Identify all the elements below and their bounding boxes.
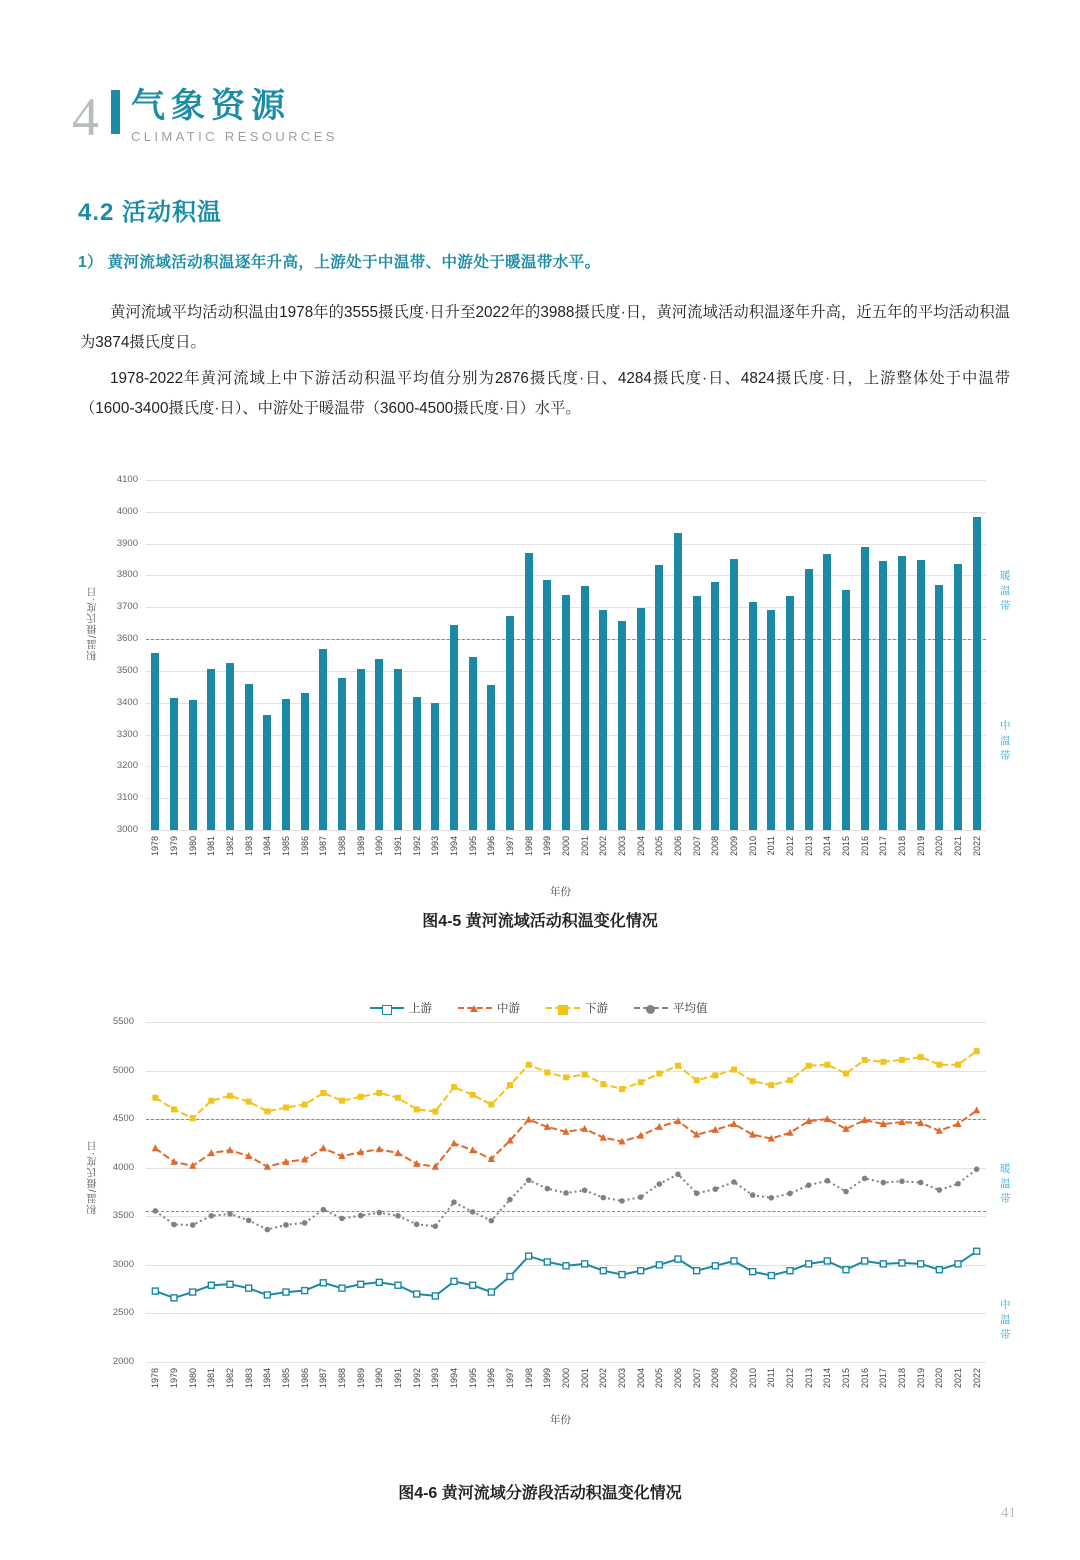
figure-line-chart [80,1000,1011,1430]
line-chart-xtick: 1983 [243,1368,254,1389]
legend-marker [382,1005,392,1015]
chapter-title-en: CLIMATIC RESOURCES [131,129,338,144]
bar-chart-bar [973,517,981,830]
bar-chart-xtick: 2015 [841,836,851,857]
legend-marker [470,1005,478,1012]
line-chart-xtick: 2022 [971,1368,982,1389]
bar-chart-xtick: 1992 [411,836,422,857]
bar-chart-ytick: 3300 [116,728,138,740]
bar-chart-zone-label-mid: 中温带 [1000,720,1011,762]
line-chart-xtick: 2001 [579,1368,590,1389]
bar-chart-xtick: 2019 [915,836,926,857]
legend-label: 中游 [497,1003,520,1015]
bar-chart-ytick: 3200 [116,760,138,772]
bar-chart-bar [394,669,402,830]
line-chart-xtick: 2017 [878,1368,889,1389]
legend-line [546,1007,580,1009]
legend-marker [646,1005,655,1014]
legend-item-上游 [370,1000,432,1016]
bar-chart-bar [637,608,645,830]
bar-chart-xtick: 2000 [561,836,571,857]
bar-chart-xtick: 1979 [169,836,179,857]
bar-chart-xtick: 1985 [281,836,291,857]
bar-chart-bar [170,698,178,830]
bar-chart-ytick: 3800 [116,569,138,581]
bar-chart-xtick: 1990 [374,836,385,857]
line-chart-xtick: 1982 [225,1368,235,1389]
bar-chart-xtick: 1998 [523,836,534,857]
line-chart-xtick: 1992 [411,1368,422,1389]
bar-chart-bar [786,596,794,830]
paragraph-2-text: 1978-2022年黄河流域上中下游活动积温平均值分别为2876摄氏度·日、4284摄氏度·日、4824摄氏度·日，上游整体处于中温带（1600-3400摄氏度·日）、中游处于暖温带（3600-4500摄氏度·日）水平。 [80,370,1010,417]
bar-chart-xtick: 1987 [318,836,329,857]
bar-chart-bar [301,693,309,830]
line-chart-xtick: 2006 [673,1368,683,1389]
line-chart-xtick: 1998 [523,1368,534,1389]
chapter-number: 4 [72,87,99,147]
bar-chart-xtick: 1997 [505,836,515,857]
line-chart-xtick: 1999 [542,1368,553,1389]
bar-chart-xtick: 2012 [785,836,795,857]
line-chart-ylabel: 积温/摄氏度·日 [88,1140,99,1215]
legend-item-中游 [458,1000,520,1016]
bar-chart-bar [655,565,663,830]
line-chart-xtick: 2012 [785,1368,795,1389]
figure2-caption: 图4-6 黄河流域分游段活动积温变化情况 [398,1485,682,1502]
bar-chart-bar [935,585,943,830]
bar-chart-xtick: 1994 [449,836,459,857]
line-chart-xtick: 1996 [486,1368,497,1389]
bar-chart-xlabel: 年份 [550,886,571,898]
line-chart-ytick: 2500 [112,1307,134,1319]
bar-chart-bar [823,554,831,830]
line-chart-xtick: 2011 [766,1368,777,1388]
bar-chart-ytick: 4100 [116,474,138,485]
bar-chart-xtick: 1988 [337,836,347,857]
line-chart-xlabel: 年份 [550,1414,571,1426]
chapter-accent-bar [111,90,120,134]
section-subtitle: 1） 黄河流域活动积温逐年升高，上游处于中温带、中游处于暖温带水平。 [78,254,601,271]
line-chart-zone-label-mid: 中温带 [1000,1298,1011,1341]
paragraph-1 [80,298,1010,358]
bar-chart-zone-label-warm: 暖温带 [1000,570,1011,613]
line-chart-xtick: 2007 [691,1368,702,1389]
line-chart-xtick: 2002 [598,1368,609,1389]
bar-chart-xtick: 2009 [729,836,739,857]
line-chart-xtick: 1984 [262,1368,273,1389]
bar-chart-bar [450,625,458,830]
bar-chart-xtick: 1995 [467,836,478,857]
line-chart-xtick: 2015 [841,1368,851,1389]
line-chart-xtick: 1995 [467,1368,478,1389]
legend-item-平均值 [634,1000,708,1016]
bar-chart-bar [506,616,514,830]
bar-chart-xtick: 1984 [262,836,273,857]
legend-line [458,1007,492,1009]
chapter-header [72,72,338,147]
bar-chart-bar [749,602,757,830]
bar-chart-xtick: 2006 [673,836,683,857]
bar-chart-bar [954,564,962,830]
bar-chart-bar [207,669,215,830]
line-chart-xtick: 1987 [318,1368,329,1389]
legend-line [634,1007,668,1009]
line-chart-xtick: 1997 [505,1368,515,1389]
line-chart-xtick: 1994 [449,1368,459,1389]
bar-chart-xtick: 2003 [617,836,627,857]
line-chart-xtick: 1991 [393,1368,403,1389]
bar-chart-xtick: 2007 [691,836,702,857]
line-chart-xtick: 2020 [934,1368,945,1389]
line-chart-xtick: 2008 [710,1368,721,1389]
bar-chart-bar [674,533,682,830]
line-chart-xtick: 2005 [654,1368,665,1389]
line-chart-ytick: 4000 [112,1161,134,1173]
line-chart-xtick: 1989 [355,1368,366,1389]
bar-chart-xtick: 1993 [430,836,441,857]
figure-bar-chart [80,466,1011,898]
bar-chart-bar [581,586,589,830]
bar-chart-xtick: 2001 [579,836,590,857]
bar-chart-xtick: 1986 [299,836,310,857]
page-number: 41 [1001,1505,1016,1521]
bar-chart-xtick: 2014 [822,836,833,857]
legend-marker [558,1005,568,1015]
line-chart-ytick: 3500 [112,1210,134,1222]
bar-chart-xtick: 2011 [766,836,777,856]
line-chart-xtick: 1978 [150,1368,161,1389]
legend-item-下游 [546,1000,608,1016]
line-chart-xtick: 2016 [859,1368,870,1389]
legend-label: 平均值 [673,1003,708,1015]
bar-chart-bar [543,580,551,830]
bar-chart-bar [151,653,159,830]
line-chart-xtick: 2014 [822,1368,833,1389]
line-chart-legend [370,1000,708,1016]
paragraph-1-text: 黄河流域平均活动积温由1978年的3555摄氏度·日升至2022年的3988摄氏度·日，黄河流域活动积温逐年升高，近五年的平均活动积温为3874摄氏度日。 [80,304,1010,351]
legend-line [370,1007,404,1009]
bar-chart-xtick: 1982 [225,836,235,857]
bar-chart-bar [487,685,495,830]
line-chart-xtick: 2019 [915,1368,926,1389]
line-chart-xtick: 2021 [953,1368,963,1389]
bar-chart-bar [879,561,887,831]
bar-chart-bar [861,547,869,830]
section-title: 4.2 活动积温 [78,199,223,226]
paragraph-2 [80,364,1010,424]
line-chart-xtick: 1985 [281,1368,291,1389]
line-chart-xtick: 2004 [635,1368,646,1389]
line-chart-xtick: 2013 [803,1368,814,1389]
bar-chart-xtick: 1999 [542,836,553,857]
bar-chart-bar [917,560,925,830]
figure1-caption: 图4-5 黄河流域活动积温变化情况 [422,913,658,930]
bar-chart-ylabel: 积温/摄氏度·日 [88,586,99,661]
bar-chart-bar [711,582,719,830]
bar-chart-bar [226,663,234,830]
bar-chart-xtick: 2013 [803,836,814,857]
bar-chart-bar [618,621,626,830]
bar-chart-xtick: 2005 [654,836,665,857]
bar-chart-bar [693,596,701,831]
line-chart-xtick: 2000 [561,1368,571,1389]
bar-chart-xtick: 1991 [393,836,403,857]
bar-chart-bar [282,699,290,830]
line-chart-xtick: 2009 [729,1368,739,1389]
bar-chart-xtick: 1989 [355,836,366,857]
line-chart-ytick: 3000 [112,1258,134,1270]
bar-chart-xtick: 1978 [150,836,161,857]
bar-chart-xtick: 1996 [486,836,497,857]
bar-chart-bar [375,659,383,830]
bar-chart-bar [767,610,775,830]
chapter-title-cn: 气象资源 [131,87,291,126]
bar-chart-xtick: 2018 [897,836,907,857]
bar-chart-ytick: 3100 [116,792,138,804]
bar-chart-xtick: 1981 [206,836,217,857]
bar-chart-xtick: 2002 [598,836,609,857]
line-chart-series [146,1022,986,1362]
bar-chart-bar [319,649,327,830]
bar-chart-xtick: 1983 [243,836,254,857]
line-chart-xtick: 1986 [299,1368,310,1389]
line-chart-xtick: 1979 [169,1368,179,1389]
bar-chart-xtick: 1980 [187,836,198,857]
line-chart-ytick: 5500 [112,1016,134,1027]
line-chart-ytick: 5000 [112,1064,134,1076]
bar-chart-ytick: 3000 [116,824,138,835]
line-chart-xtick: 2010 [747,1368,758,1389]
line-chart-zone-label-warm: 暖温带 [1000,1162,1011,1205]
line-chart-ytick: 4500 [112,1113,134,1125]
bar-chart-ytick: 3600 [116,633,138,645]
bar-chart-bar [245,684,253,830]
bar-chart-bar [263,715,271,831]
bar-chart-bar [338,678,346,830]
line-chart-xtick: 1988 [337,1368,347,1389]
bar-chart-xtick: 2010 [747,836,758,857]
bar-chart-xtick: 2020 [934,836,945,857]
bar-chart-bar [805,569,813,830]
bar-chart-bar [599,610,607,830]
bar-chart-xtick: 2021 [953,836,963,857]
line-chart-xtick: 1990 [374,1368,385,1389]
bar-chart-bar [413,697,421,830]
line-chart-xtick: 1980 [187,1368,198,1389]
bar-chart-ytick: 4000 [116,505,138,517]
bar-chart-bar [431,703,439,830]
bar-chart-ytick: 3500 [116,664,138,676]
bar-chart-ytick: 3900 [116,537,138,549]
bar-chart-bar [189,700,197,830]
line-chart-xtick: 2003 [617,1368,627,1389]
line-chart-xtick: 2018 [897,1368,907,1389]
bar-chart-bar [898,556,906,830]
bar-chart-bar [357,669,365,830]
bar-chart-bar [842,590,850,830]
bar-chart-bar [730,559,738,830]
legend-label: 上游 [409,1003,432,1015]
bar-chart-xtick: 2016 [859,836,870,857]
line-chart-xtick: 1993 [430,1368,441,1389]
bar-chart-xtick: 2008 [710,836,721,857]
bar-chart-ytick: 3700 [116,601,138,613]
bar-chart-xtick: 2022 [971,836,982,857]
bar-chart-bar [469,657,477,830]
line-chart-ytick: 2000 [112,1356,134,1367]
bar-chart-bar [525,553,533,830]
bar-chart-xtick: 2004 [635,836,646,857]
bar-chart-ytick: 3400 [116,696,138,708]
line-chart-xtick: 1981 [206,1368,217,1389]
bar-chart-xtick: 2017 [878,836,889,857]
legend-label: 下游 [585,1003,608,1015]
bar-chart-bar [562,595,570,830]
